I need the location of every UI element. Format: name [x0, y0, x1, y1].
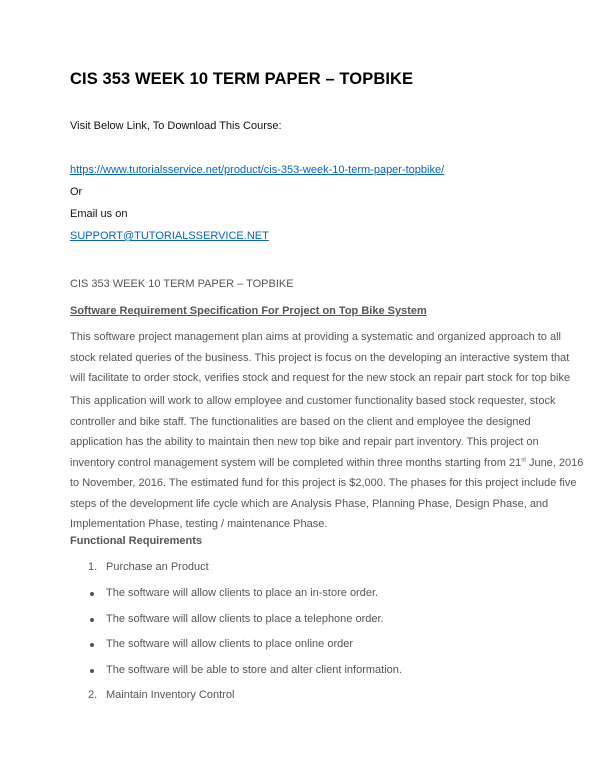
paragraph-line: stock related queries of the business. This project is focus on the developing an interactive system that: [70, 351, 570, 364]
or-text: Or: [70, 186, 83, 198]
list-number: 2.: [88, 689, 98, 701]
functional-requirements-heading: Functional Requirements: [70, 535, 203, 547]
line-text: June, 2016: [525, 456, 584, 469]
paragraph-line: to November, 2016. The estimated fund for this project is $2,000. The phases for this project include five: [70, 477, 577, 489]
paragraph-line: This software project management plan aims at providing a systematic and organized approach to all: [70, 331, 561, 343]
paragraph-line: steps of the development life cycle which are Analysis Phase, Planning Phase, Design Phase, and: [70, 497, 549, 510]
list-item-text: The software will be able to store and alter client information.: [106, 664, 402, 676]
email-text: Email us on: [70, 208, 128, 220]
list-item-text: Purchase an Product: [106, 561, 209, 573]
paragraph-line: This application will work to allow employee and customer functionality based stock requester, stock: [70, 395, 556, 407]
list-item-text: The software will allow clients to place an in-store order.: [106, 587, 379, 599]
spec-heading: Software Requirement Specification For Project on Top Bike System: [70, 305, 427, 317]
paragraph-line: controller and bike staff. The functionalities are based on the client and employee the designed: [70, 415, 531, 428]
list-item-text: Maintain Inventory Control: [106, 689, 235, 701]
paragraph-line: will facilitate to order stock, verifies stock and request for the new stock an repair part stock for top bike: [70, 372, 571, 384]
paragraph-intro: [70, 327, 571, 389]
paragraph-line: [70, 453, 584, 474]
bullet-icon: [90, 643, 94, 647]
section-subtitle: CIS 353 WEEK 10 TERM PAPER – TOPBIKE: [70, 278, 294, 290]
support-email-link[interactable]: SUPPORT@TUTORIALSSERVICE.NET: [70, 230, 269, 242]
paragraph-application: [70, 391, 584, 535]
course-link-row: [70, 164, 444, 176]
paragraph-line: Implementation Phase, testing / maintenance Phase.: [70, 518, 328, 530]
visit-text: Visit Below Link, To Download This Course:: [70, 120, 282, 132]
ordinal-suffix: st: [521, 456, 526, 463]
support-email-row: [70, 230, 269, 242]
list-item-text: The software will allow clients to place a telephone order.: [106, 613, 384, 625]
bullet-icon: [90, 618, 94, 622]
list-item-text: The software will allow clients to place online order: [106, 638, 354, 650]
document-title: CIS 353 WEEK 10 TERM PAPER – TOPBIKE: [70, 70, 414, 88]
course-link[interactable]: https://www.tutorialsservice.net/product/cis-353-week-10-term-paper-topbike/: [70, 164, 445, 176]
list-number: 1.: [88, 561, 98, 573]
paragraph-line: application has the ability to maintain then new top bike and repair part inventory. This project on: [70, 436, 539, 448]
bullet-icon: [90, 669, 94, 673]
line-text: inventory control management system will be completed within three months starting from 21: [70, 456, 522, 469]
bullet-icon: [90, 592, 94, 596]
